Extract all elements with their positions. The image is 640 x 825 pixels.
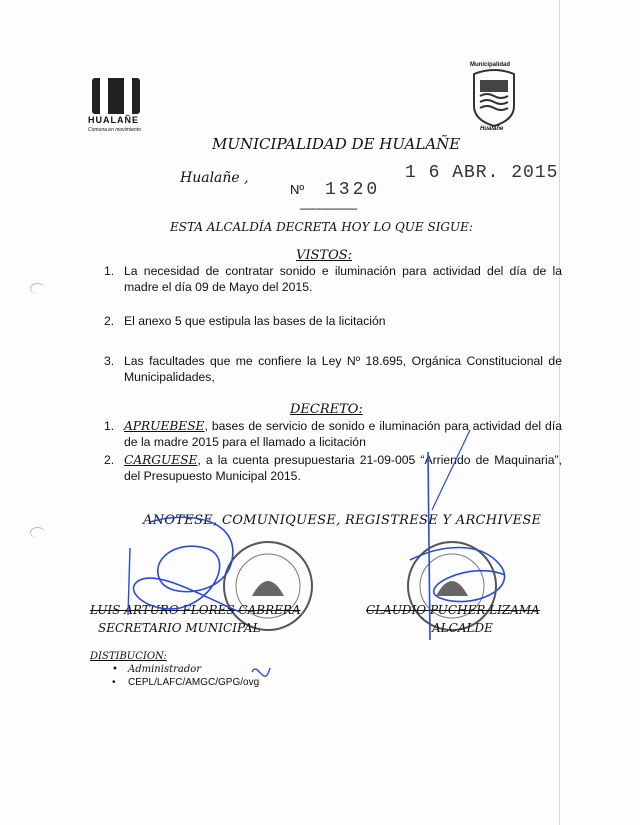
- place-name: Hualañe ,: [180, 170, 249, 186]
- item-text: [124, 452, 562, 484]
- item-text: Las facultades que me confiere la Ley Nº 18.695, Orgánica Constitucional de Municipalidades,: [124, 354, 562, 384]
- signature-secretary: [134, 517, 240, 612]
- logo-name: HUALAÑE: [88, 115, 139, 125]
- distribution-list: [112, 663, 259, 689]
- item-body: , a la cuenta presupuestaria 21-09-005 “Arriendo de Maquinaria”, del Presupuesto Municipal 2015.: [124, 453, 562, 483]
- punch-hole-mark: [30, 527, 45, 538]
- decree-number-blank: _________: [300, 195, 357, 210]
- item-keyword: CARGUESE: [124, 453, 198, 467]
- punch-hole-mark: [30, 283, 45, 294]
- decree-number-prefix: Nº: [290, 182, 305, 197]
- date-stamp: 1 6 ABR. 2015: [405, 163, 559, 183]
- crest-shield-icon: [462, 62, 526, 134]
- logo-tagline: Comuna en movimiento: [88, 127, 141, 133]
- page-edge-line: [559, 0, 560, 825]
- item-body: , bases de servicio de sonido e iluminación para actividad del día de la madre 2015 para el llamado a licitación: [124, 419, 562, 449]
- vistos-title: VISTOS:: [296, 248, 353, 263]
- mayor-role: ALCALDE: [432, 621, 493, 635]
- municipal-logo: [88, 78, 144, 138]
- decree-intro: ESTA ALCALDÍA DECRETA HOY LO QUE SIGUE:: [170, 220, 473, 234]
- crest-top-text: Municipalidad: [470, 62, 511, 68]
- distribution-title: DISTIBUCION:: [90, 651, 167, 662]
- item-number: 1.: [104, 419, 115, 433]
- closing-formula: ANOTESE, COMUNIQUESE, REGISTRESE Y ARCHIVESE: [143, 513, 542, 528]
- list-item: • Administrador: [112, 663, 259, 676]
- mayor-name: CLAUDIO PUCHER LIZAMA: [366, 603, 540, 617]
- decreto-title: DECRETO:: [290, 402, 363, 417]
- municipal-crest: [462, 62, 526, 134]
- list-item: • CEPL/LAFC/AMGC/GPG/ovg: [112, 676, 259, 689]
- item-text: [124, 418, 562, 450]
- item-text: La necesidad de contratar sonido e iluminación para actividad del día de la madre el día 09 de Mayo del 2015.: [124, 264, 562, 294]
- logo-h-mark-icon: [92, 78, 140, 114]
- item-text: El anexo 5 que estipula las bases de la licitación: [124, 314, 386, 328]
- page-title: MUNICIPALIDAD DE HUALAÑE: [212, 135, 461, 153]
- item-number: 2.: [104, 314, 115, 328]
- crest-bottom-text: Hualañe: [480, 126, 504, 132]
- decree-number-stamp: 1320: [325, 180, 381, 200]
- item-number: 2.: [104, 453, 115, 467]
- item-keyword: APRUEBESE: [124, 419, 205, 433]
- item-number: 3.: [104, 354, 115, 368]
- secretary-name: LUIS ARTURO FLORES CABRERA: [90, 603, 301, 617]
- item-number: 1.: [104, 264, 115, 278]
- secretary-role: SECRETARIO MUNICIPAL: [98, 621, 261, 635]
